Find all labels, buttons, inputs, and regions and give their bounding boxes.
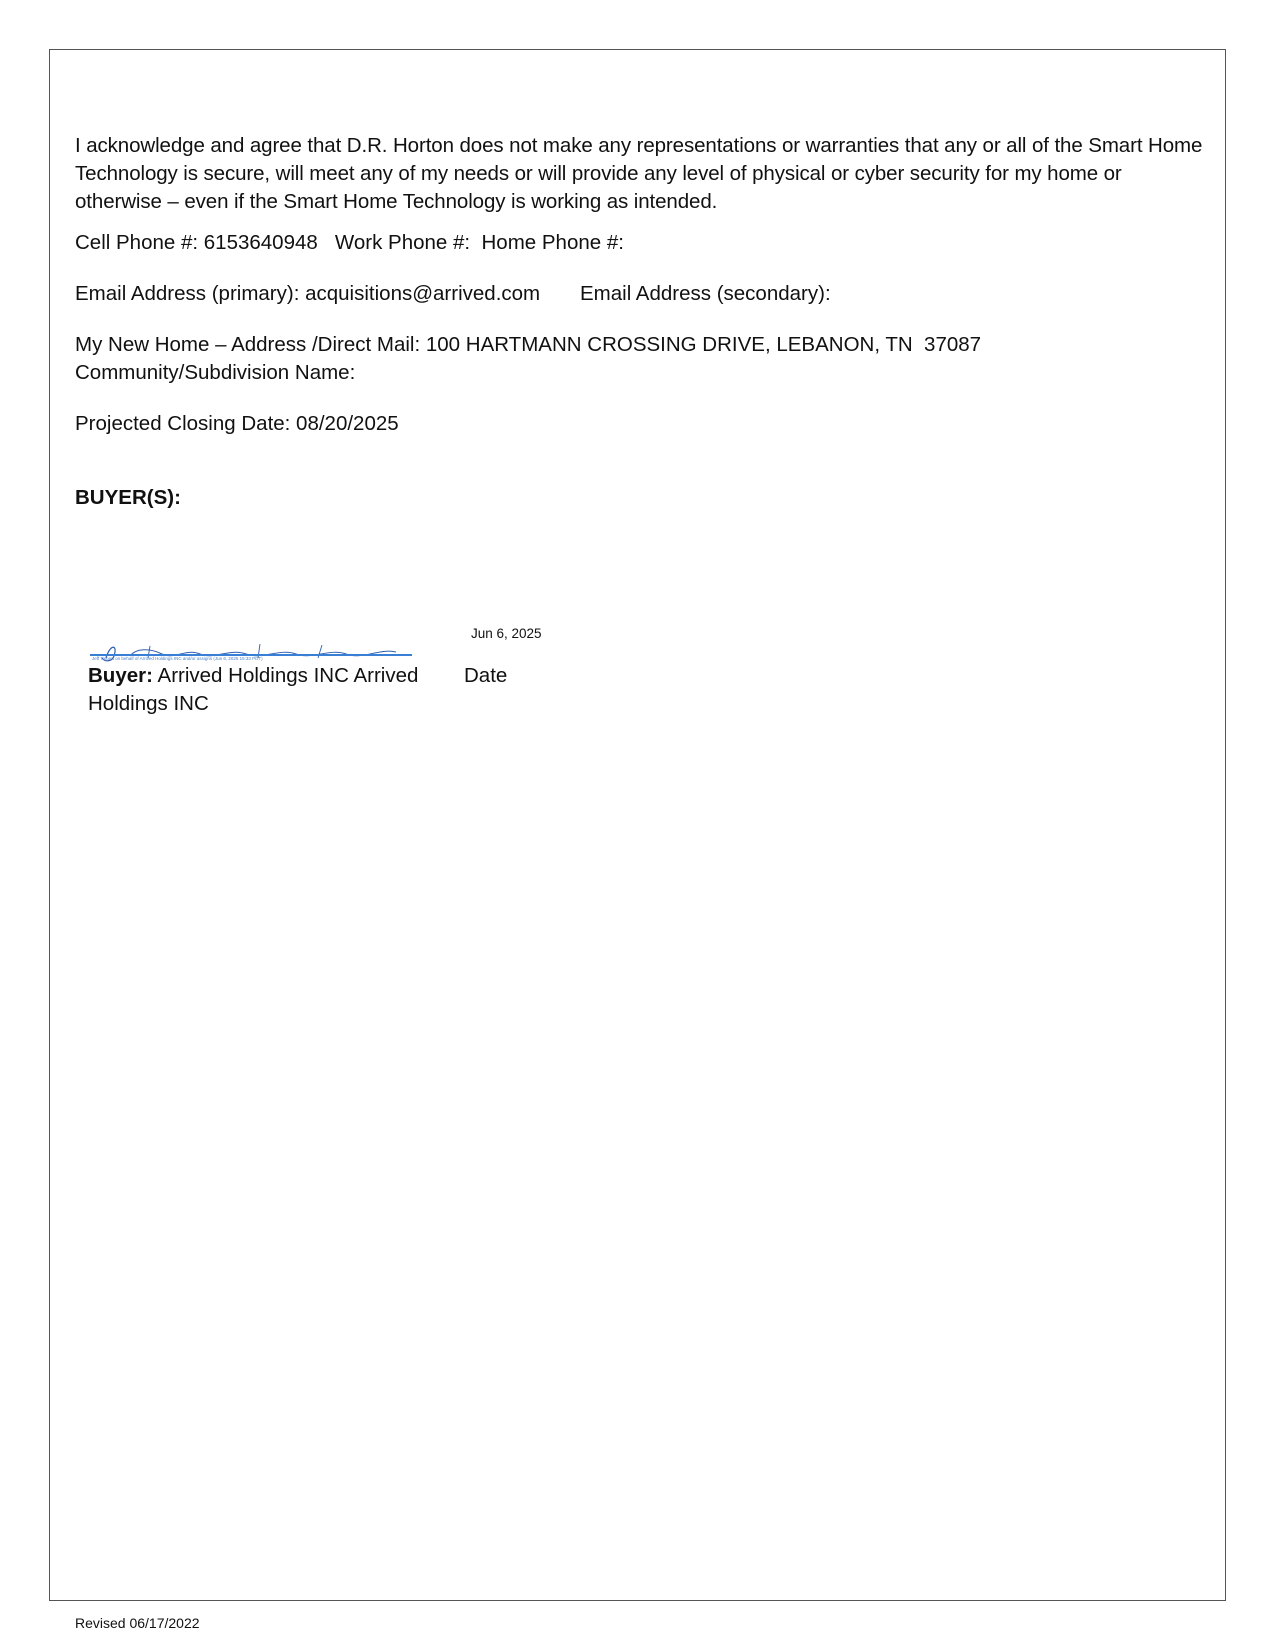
revised-date-footer: Revised 06/17/2022 (75, 1615, 200, 1631)
buyer-name: Arrived Holdings INC Arrived Holdings INC (88, 664, 419, 715)
new-home-address-line: My New Home – Address /Direct Mail: 100 HARTMANN CROSSING DRIVE, LEBANON, TN 37087 (75, 333, 982, 356)
signature-date-value: Jun 6, 2025 (471, 626, 542, 641)
buyer-label: Buyer: (88, 664, 153, 687)
email-addresses-line: Email Address (primary): acquisitions@arrived.com Email Address (secondary): (75, 282, 831, 305)
buyers-heading: BUYER(S): (75, 486, 181, 509)
phone-numbers-line: Cell Phone #: 6153640948 Work Phone #: Home Phone #: (75, 231, 624, 254)
projected-closing-date-line: Projected Closing Date: 08/20/2025 (75, 412, 399, 435)
acknowledgement-paragraph: I acknowledge and agree that D.R. Horton does not make any representations or warranties that any or all of the Smart Home Technology is secure, will meet any of my needs or will provide any level of physical or cyber security for my home or otherwise – even if the Smart Home Technology is working as intended. (75, 134, 1203, 213)
date-label: Date (464, 664, 508, 687)
community-name-line: Community/Subdivision Name: (75, 361, 356, 384)
buyer-signature-label (88, 662, 433, 718)
signature-audit-text: Jeff Talbert on behalf of Arrived Holdings INC and/or assigns (Jun 6, 2025 15:33 PDT) (92, 656, 263, 661)
